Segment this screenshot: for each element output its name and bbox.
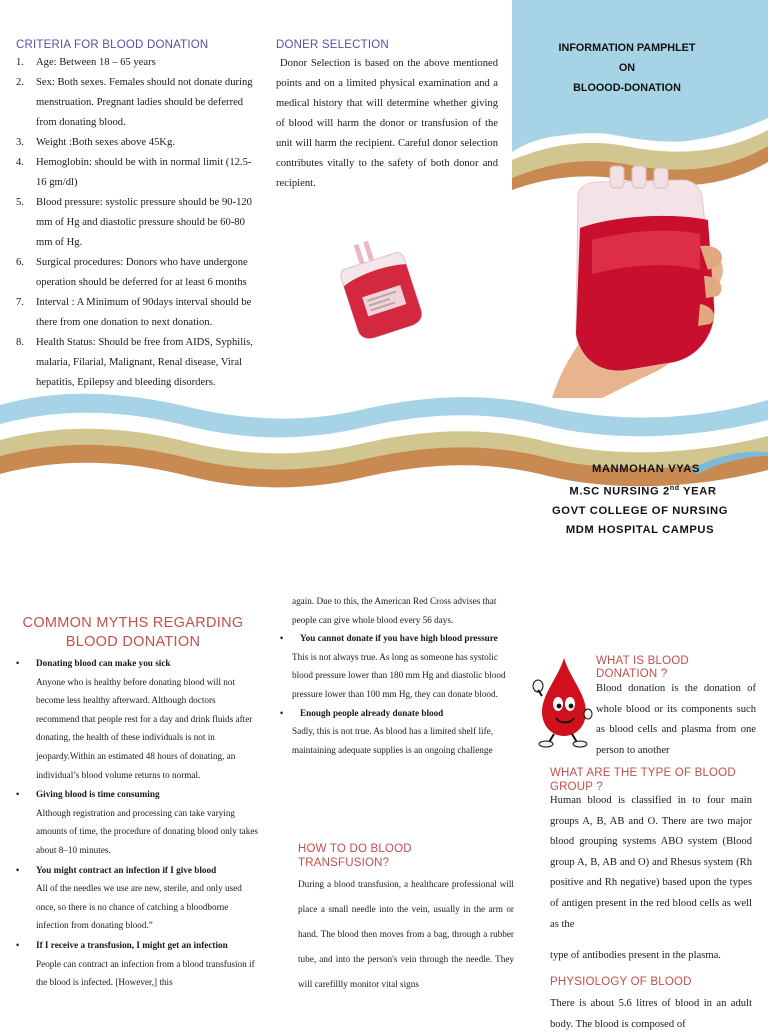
criteria-item: 1. Age: Between 18 – 65 years xyxy=(16,57,156,68)
criteria-item: 2. Sex: Both sexes. Females should not donate during menstruation. Pregnant ladies should be deferred from donating blood. xyxy=(16,77,253,128)
criteria-item: 7. Interval : A Minimum of 90days interval should be there from one donation to next donation. xyxy=(16,297,252,328)
criteria-panel xyxy=(16,39,256,393)
criteria-list xyxy=(16,53,256,393)
myth-title: • If I receive a transfusion, I might get an infection xyxy=(12,936,260,955)
myth-continued: again. Due to this, the American Red Cross advises that people can give whole blood every 56 days. xyxy=(292,596,497,625)
myth-body: All of the needles we use are new, sterile, and only used once, so there is no chance of catching a bloodborne infection from donating blood.” xyxy=(36,883,242,931)
myth-title: • You cannot donate if you have high blood pressure xyxy=(276,629,510,648)
blood-drop-mascot-image xyxy=(530,656,592,748)
middle-panel xyxy=(276,592,510,759)
what-is-body: Blood donation is the donation of whole blood or its components such as blood cells and plasma from one person to another xyxy=(596,683,756,756)
myth-title: • Enough people already donate blood xyxy=(276,704,510,723)
criteria-item: 5. Blood pressure: systolic pressure should be 90-120 mm of Hg and diastolic pressure should be 60-80 mm of Hg. xyxy=(16,197,252,248)
hand-blood-bag-image xyxy=(522,166,732,398)
myth-body: Anyone who is healthy before donating blood will not become less healthy afterward. Although doctors recommend that people rest for a day and drink fluids after donating, the health of these individuals is not in jeopardy.Within an estimated 48 hours of donating, an individual’s blood volume returns to normal. xyxy=(36,676,253,780)
myth-title: • Giving blood is time consuming xyxy=(12,785,260,804)
criteria-heading: CRITERIA FOR BLOOD DONATION xyxy=(16,39,209,51)
cover-title xyxy=(512,38,768,98)
myths-heading: COMMON MYTHS REGARDING BLOOD DONATION xyxy=(22,615,244,650)
author-course: M.SC NURSING 2nd YEAR xyxy=(569,485,717,498)
donor-selection-body: Donor Selection is based on the above mentioned points and on a limited physical examination and a medical history that will determine whether giving of blood will harm the donor or transfusion of the unit will harm the recipient. Careful donor selection contributes vitally to the safety of both donor and recipient. xyxy=(276,58,498,189)
myth-title: • You might contract an infection if I give blood xyxy=(12,861,260,880)
criteria-item: 4. Hemoglobin: should be with in normal limit (12.5-16 gm/dl) xyxy=(16,157,252,188)
transfusion-body: During a blood transfusion, a healthcare professional will place a small needle into the vein, usually in the arm or hand. The blood then moves from a bag, through a rubber tube, and into the person's vein through the needle. They will carefillly monitor vital signs xyxy=(298,879,514,989)
blood-group-body: Human blood is classified in to four main groups A, B, AB and O. There are two major blood grouping systems ABO system (Blood group A, B, AB and O) and Rhesus system (Rh positive and Rh negative) based upon the types of antigen present in the red blood cells as well as the xyxy=(550,795,752,930)
physiology-body: There is about 5.6 litres of blood in an adult body. The blood is composed of xyxy=(550,998,752,1030)
criteria-item: 8. Health Status: Should be free from AIDS, Syphilis, malaria, Filarial, Malignant, Renal disease, Viral hepatitis, Epilepsy and bleeding disorders. xyxy=(16,337,253,388)
author-campus: MDM HOSPITAL CAMPUS xyxy=(565,523,715,536)
myth-body: Sadly, this is not true. As blood has a limited shelf life, maintaining adequate supplies is an ongoing challenge xyxy=(292,726,493,755)
myths-content xyxy=(6,654,260,992)
donor-selection-heading: DONER SELECTION xyxy=(276,39,389,51)
donor-selection-panel xyxy=(276,39,498,194)
author-name: MANMOHAN VYAS xyxy=(591,463,701,475)
myth-body: People can contract an infection from a blood transfusion if the blood is infected. [However,] this xyxy=(36,958,255,988)
myth-body: This is not always true. As long as someone has systolic blood pressure lower than 180 mm Hg and diastolic blood pressure lower than 100 mm Hg, they can donate blood. xyxy=(292,651,506,699)
author-college: GOVT COLLEGE OF NURSING xyxy=(551,504,729,517)
physiology-heading: PHYSIOLOGY OF BLOOD xyxy=(550,976,692,988)
myths-panel xyxy=(6,614,260,992)
transfusion-section xyxy=(298,842,514,997)
blood-group-heading: WHAT ARE THE TYPE OF BLOOD GROUP ? xyxy=(550,767,736,793)
cover-title-line3: BLOOOD-DONATION xyxy=(573,82,681,94)
criteria-item: 3. Weight :Both sexes above 45Kg. xyxy=(16,137,175,148)
criteria-item: 6. Surgical procedures: Donors who have undergone operation should be deferred for at least 6 months xyxy=(16,257,248,288)
cover-title-line1: INFORMATION PAMPHLET xyxy=(558,42,696,54)
author-block xyxy=(512,460,768,540)
myth-body: Although registration and processing can take varying amounts of time, the procedure of donating blood only takes about 8–10 minutes. xyxy=(36,807,258,855)
cover-title-line2: ON xyxy=(618,62,636,74)
myth-title: • Donating blood can make you sick xyxy=(12,654,260,673)
blood-group-body-cont: type of antibodies present in the plasma. xyxy=(550,950,721,961)
what-is-heading: WHAT IS BLOOD DONATION ? xyxy=(596,655,689,680)
transfusion-heading: HOW TO DO BLOOD TRANSFUSION? xyxy=(298,843,412,869)
blood-bag-image xyxy=(330,238,426,338)
